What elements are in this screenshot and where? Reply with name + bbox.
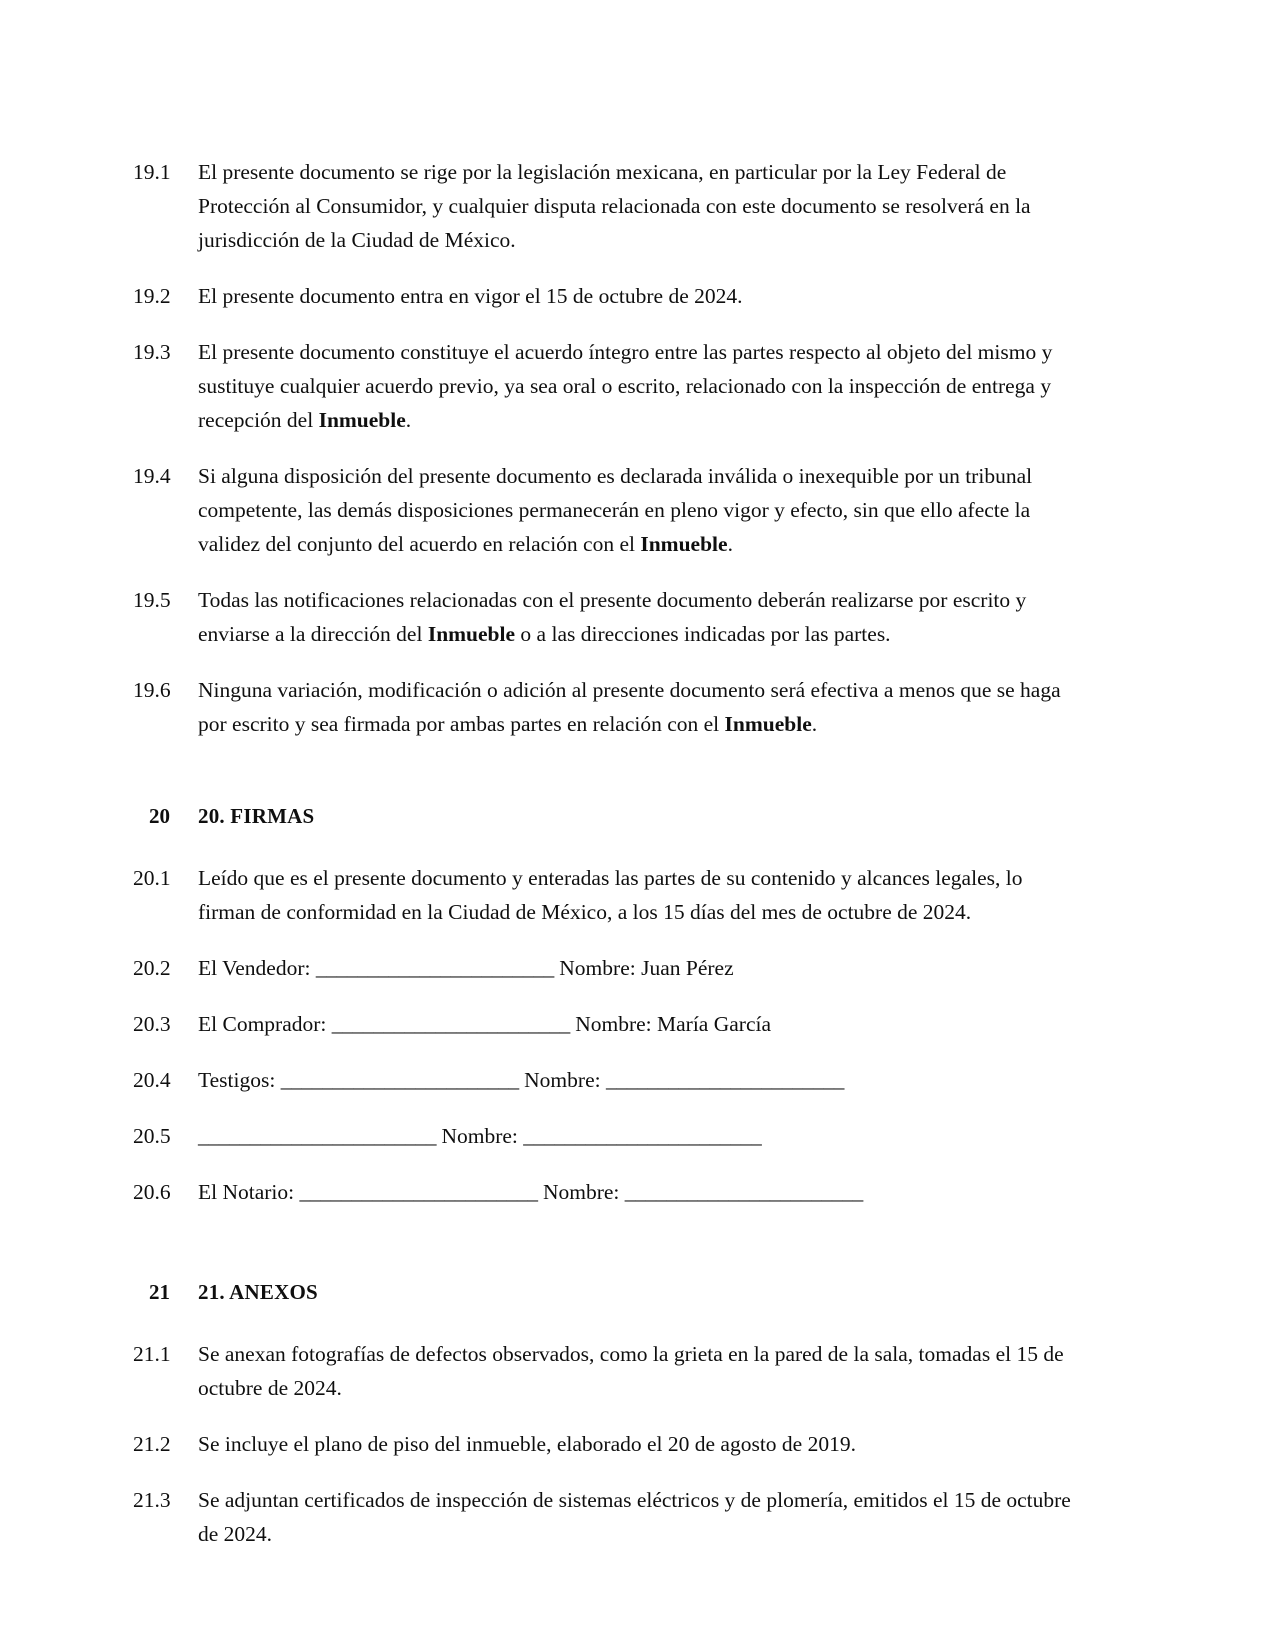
- clause-number: 19.6: [133, 678, 171, 702]
- clause: [133, 335, 1073, 437]
- clause-text: [198, 335, 1073, 437]
- section-heading-number: 20: [149, 804, 170, 828]
- clause-number: 20.2: [133, 956, 171, 980]
- clause-text-run: Ninguna variación, modificación o adición al presente documento será efectiva a menos que se haga por escrito y sea firmada por ambas partes en relación con el: [198, 678, 1061, 736]
- clause-text: [198, 459, 1073, 561]
- clause-text: [198, 951, 1073, 985]
- clause-number: 21.2: [133, 1432, 171, 1456]
- clause-number: 21.1: [133, 1342, 171, 1366]
- clause-text-run: El Vendedor:: [198, 956, 316, 980]
- signature-blank-line[interactable]: _______________________: [605, 1068, 845, 1092]
- signature-blank-line[interactable]: _______________________: [624, 1180, 863, 1204]
- clause-text: [198, 155, 1073, 257]
- signature-blank-line[interactable]: _______________________: [315, 956, 554, 980]
- clause-text: [198, 673, 1073, 741]
- clause: [133, 1427, 1073, 1461]
- section-heading-number: 21: [149, 1280, 170, 1304]
- clause-text: [198, 1175, 1073, 1209]
- defined-term: Inmueble: [318, 408, 406, 432]
- clause-text-run: El presente documento constituye el acuerdo íntegro entre las partes respecto al objeto del mismo y sustituye cualquier acuerdo previo, ya sea oral o escrito, relacionado con la inspección de entrega y recepción del: [198, 340, 1053, 432]
- clause-number: 19.5: [133, 588, 171, 612]
- clause-number: 21.3: [133, 1488, 171, 1512]
- clause: [133, 1337, 1073, 1405]
- clause-text-run: El presente documento se rige por la legislación mexicana, en particular por la Ley Federal de Protección al Consumidor, y cualquier disputa relacionada con este documento se resolverá en la jurisdicción de la Ciudad de México.: [198, 160, 1031, 252]
- clause: [133, 861, 1073, 929]
- clause-text-run: El Comprador:: [198, 1012, 332, 1036]
- clause-number: 19.3: [133, 340, 171, 364]
- clause-number: 20.1: [133, 866, 171, 890]
- defined-term: Inmueble: [427, 622, 516, 646]
- clause-text-run: Nombre:: [518, 1068, 606, 1092]
- clause-text-run: Leído que es el presente documento y enteradas las partes de su contenido y alcances legales, lo firman de conformidad en la Ciudad de México, a los 15 días del mes de octubre de 2024.: [198, 866, 1023, 924]
- clause: [133, 951, 1073, 985]
- clause: [133, 279, 1073, 313]
- section-heading: [133, 801, 1073, 831]
- clause-number: 20.3: [133, 1012, 171, 1036]
- clause: [133, 1063, 1073, 1097]
- clause-number: 19.2: [133, 284, 171, 308]
- clause-text-run: El presente documento entra en vigor el 15 de octubre de 2024.: [198, 284, 743, 308]
- defined-term: Inmueble: [724, 712, 812, 736]
- clause-number: 20.5: [133, 1124, 171, 1148]
- clause-text-run: Nombre: Juan Pérez: [553, 956, 734, 980]
- clause-text-run: .: [811, 712, 818, 736]
- clause-text-run: Nombre: María García: [569, 1012, 772, 1036]
- clause-text-run: Testigos:: [198, 1068, 281, 1092]
- signature-blank-line[interactable]: _______________________: [280, 1068, 519, 1092]
- clause-text-run: Nombre:: [436, 1124, 524, 1148]
- clause-text: [198, 1007, 1073, 1041]
- signature-blank-line[interactable]: _______________________: [523, 1124, 762, 1148]
- clause: [133, 583, 1073, 651]
- clause-text-run: o a las direcciones indicadas por las partes.: [515, 622, 891, 646]
- clause-number: 20.6: [133, 1180, 171, 1204]
- clause-text: [198, 1427, 1073, 1461]
- clause-text: [198, 861, 1073, 929]
- section-heading-title: 20. FIRMAS: [198, 804, 315, 828]
- clause-text-run: Todas las notificaciones relacionadas con el presente documento deberán realizarse por escrito y enviarse a la dirección del: [198, 588, 1027, 646]
- defined-term: Inmueble: [640, 532, 728, 556]
- clause-text-run: .: [727, 532, 733, 556]
- clause: [133, 1175, 1073, 1209]
- clause: [133, 673, 1073, 741]
- document-content: [133, 155, 1073, 1573]
- clause-text: [198, 1063, 1073, 1097]
- signature-blank-line[interactable]: _______________________: [331, 1012, 570, 1036]
- section-heading: [133, 1277, 1073, 1307]
- clause-text-run: .: [405, 408, 412, 432]
- clause-text-run: Se adjuntan certificados de inspección de sistemas eléctricos y de plomería, emitidos el 15 de octubre de 2024.: [198, 1488, 1071, 1546]
- clause-text: [198, 1337, 1073, 1405]
- clause: [133, 1119, 1073, 1153]
- clause-text-run: Se incluye el plano de piso del inmueble, elaborado el 20 de agosto de 2019.: [198, 1432, 856, 1456]
- clause-number: 20.4: [133, 1068, 171, 1092]
- clause-number: 19.1: [133, 160, 171, 184]
- clause-text: [198, 583, 1073, 651]
- section-heading-title: 21. ANEXOS: [198, 1280, 318, 1304]
- clause: [133, 1007, 1073, 1041]
- signature-blank-line[interactable]: _______________________: [299, 1180, 538, 1204]
- clause-text: [198, 1483, 1073, 1551]
- clause-number: 19.4: [133, 464, 171, 488]
- signature-blank-line[interactable]: _______________________: [198, 1124, 437, 1148]
- clause-text-run: El Notario:: [198, 1180, 300, 1204]
- clause-text-run: Nombre:: [537, 1180, 625, 1204]
- clause: [133, 155, 1073, 257]
- clause: [133, 1483, 1073, 1551]
- clause: [133, 459, 1073, 561]
- clause-text-run: Si alguna disposición del presente documento es declarada inválida o inexequible por un tribunal competente, las demás disposiciones permanecerán en pleno vigor y efecto, sin que ello afecte la validez del conjunto del acuerdo en relación con el: [198, 464, 1033, 556]
- clause-text-run: Se anexan fotografías de defectos observados, como la grieta en la pared de la sala, tomadas el 15 de octubre de 2024.: [198, 1342, 1064, 1400]
- clause-text: [198, 279, 1073, 313]
- clause-text: [198, 1119, 1073, 1153]
